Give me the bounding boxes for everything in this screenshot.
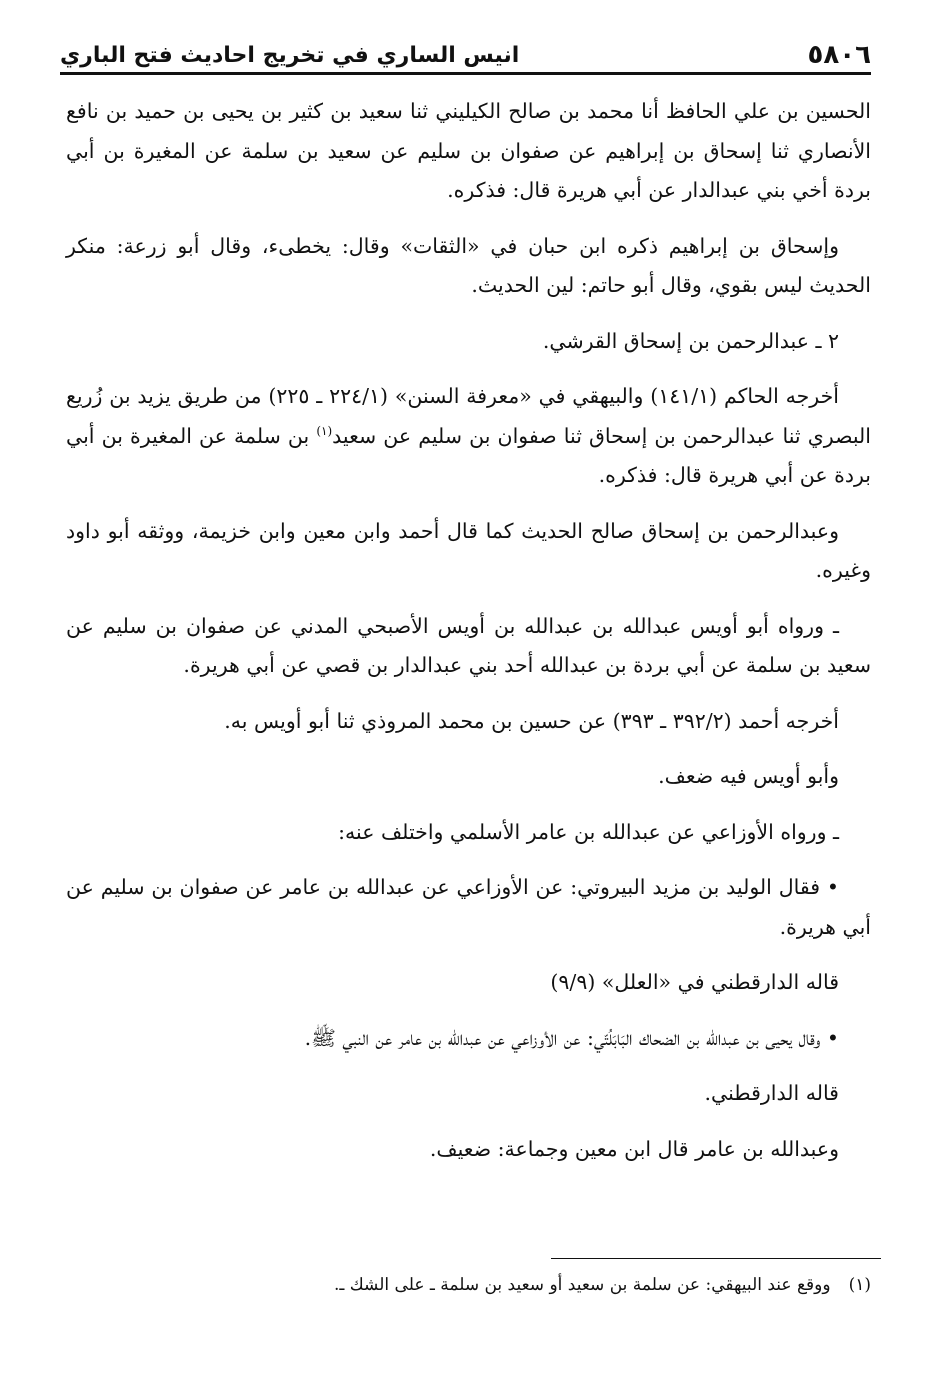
page-header xyxy=(60,34,871,75)
paragraph-daraqutni: قاله الدارقطني. xyxy=(704,1081,839,1105)
paragraph-yahya-bullet: • وقال يحيى بن عبدالله بن الضحاك البَابَلُتّي: عن الأوزاعي عن عبدالله بن عامر عن النبي ﷺ. xyxy=(304,1025,839,1050)
footnote-text: ووقع عند البيهقي: عن سلمة بن سعيد أو سعيد بن سلمة ـ على الشك ـ. xyxy=(333,1275,831,1295)
footnote xyxy=(66,1270,871,1300)
footnote-ref: (١) xyxy=(316,423,333,438)
paragraph-abdulrahman-grading: وعبدالرحمن بن إسحاق صالح الحديث كما قال أحمد وابن معين وابن خزيمة، ووثقه أبو داود وغيره. xyxy=(66,518,871,582)
paragraph-walid-bullet: • فقال الوليد بن مزيد البيروتي: عن الأوزاعي عن عبدالله بن عامر عن صفوان بن سليم عن أبي هريرة. xyxy=(66,875,871,939)
footnote-number: (١) xyxy=(848,1275,871,1295)
paragraph-abu-uways-riwaya: ـ ورواه أبو أويس عبدالله بن عبدالله بن أويس الأصبحي المدني عن صفوان بن سليم عن سعيد بن سلمة عن أبي بردة بن عبدالله أحد بني عبدالدار بن قصي عن أبي هريرة. xyxy=(66,613,871,677)
paragraph-hakim-takhrij xyxy=(66,377,871,496)
paragraph-ishaq-grading: وإسحاق بن إبراهيم ذكره ابن حبان في «الثقات» وقال: يخطىء، وقال أبو زرعة: منكر الحديث ليس بقوي، وقال أبو حاتم: لين الحديث. xyxy=(66,233,871,297)
footnote-separator xyxy=(551,1258,881,1259)
running-title: انيس الساري في تخريج احاديث فتح الباري xyxy=(60,43,520,68)
paragraph-isnad-1: الحسين بن علي الحافظ أنا محمد بن صالح الكيليني ثنا سعيد بن كثير بن يحيى بن حميد بن نافع الأنصاري ثنا إسحاق بن إبراهيم عن صفوان بن سليم عن سعيد بن سلمة عن المغيرة بن أبي بردة أخي بني عبدالدار عن أبي هريرة قال: فذكره. xyxy=(66,99,871,202)
paragraph-ahmad-takhrij: أخرجه أحمد (٣٩٢/٢ ـ ٣٩٣) عن حسين بن محمد المروذي ثنا أبو أويس به. xyxy=(224,708,839,733)
paragraph-abdullah-amir-grading: وعبدالله بن عامر قال ابن معين وجماعة: ضعيف. xyxy=(429,1136,839,1161)
hakim-text-cont: بن سلمة عن المغيرة بن أبي بردة عن أبي هريرة قال: فذكره. xyxy=(66,423,871,487)
hakim-text: أخرجه الحاكم (١٤١/١) والبيهقي في «معرفة السنن» (٢٢٤/١ ـ ٢٢٥) من طريق يزيد بن زُريع البصري ثنا عبدالرحمن بن إسحاق ثنا صفوان بن سليم عن سعيد xyxy=(66,384,871,448)
body-text xyxy=(66,92,871,1185)
page-number: ٥٨٠٦ xyxy=(807,40,871,70)
paragraph-section-2-heading: ٢ ـ عبدالرحمن بن إسحاق القرشي. xyxy=(542,328,839,353)
paragraph-awzai-riwaya: ـ ورواه الأوزاعي عن عبدالله بن عامر الأسلمي واختلف عنه: xyxy=(338,819,839,844)
paragraph-daraqutni-ilal: قاله الدارقطني في «العلل» (٩/٩) xyxy=(550,970,839,994)
paragraph-abu-uways-grading: وأبو أويس فيه ضعف. xyxy=(658,764,839,788)
